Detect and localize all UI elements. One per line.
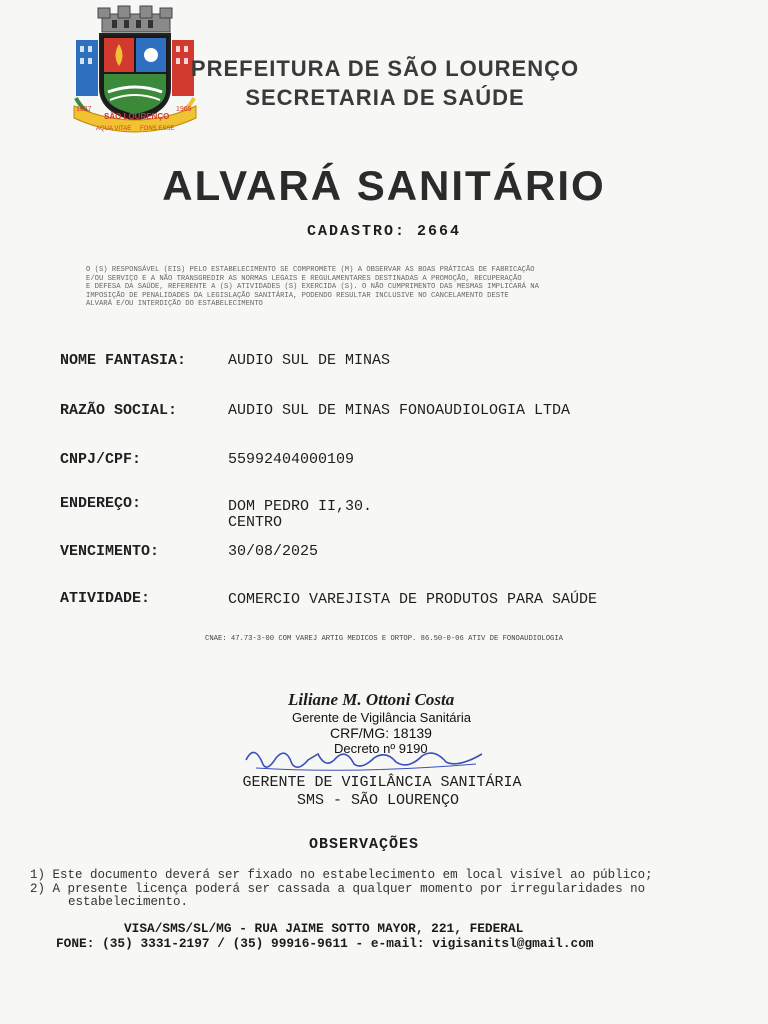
endereco-value-line1: DOM PEDRO II,30.: [228, 498, 373, 515]
footer-address: VISA/SMS/SL/MG - RUA JAIME SOTTO MAYOR, 221, FEDERAL: [124, 921, 524, 936]
header-prefeitura: PREFEITURA DE SÃO LOURENÇO: [190, 56, 580, 81]
observacoes-title: OBSERVAÇÕES: [308, 836, 420, 853]
stamp-name: Liliane M. Ottoni Costa: [288, 690, 455, 709]
disclaimer-text: O (S) RESPONSÁVEL (EIS) PELO ESTABELECIMENTO SE COMPROMETE (M) A OBSERVAR AS BOAS PRÁTICAS DE FABRICAÇÃO E/OU SERVIÇO E A NÃO TRANSGREDIR AS NORMAS LEGAIS E REGULAMENTARES DESTINADAS A PROMOÇÃO, RECUPERAÇÃO E DEFESA DA SAÚDE, REFERENTE A (S) ATIVIDADES (S) EXERCIDA (S). O NÃO CUMPRIMENTO DAS MESMAS IMPLICARÁ NA IMPOSIÇÃO DE PENALIDADES DA LEGISLAÇÃO SANITÁRIA, PODENDO RESULTAR INCLUSIVE NO CANCELAMENTO DESTE ALVARÁ E/OU INTERDIÇÃO DO ESTABELECIMENTO: [86, 266, 539, 309]
crest-year-right: 1969: [176, 106, 192, 113]
stamp-decreto: Decreto nº 9190: [334, 741, 428, 756]
nome-fantasia-label: NOME FANTASIA:: [60, 352, 187, 369]
header-secretaria: SECRETARIA DE SAÚDE: [245, 85, 525, 110]
observacao-item-2-cont: estabelecimento.: [68, 895, 189, 909]
crest-motto-left: AQUA VITAE: [96, 126, 132, 132]
sms-location: SMS - SÃO LOURENÇO: [296, 792, 460, 809]
gerente-title: GERENTE DE VIGILÂNCIA SANITÁRIA: [242, 774, 522, 791]
observacao-item-2: 2) A presente licença poderá ser cassada a qualquer momento por irregularidades no: [30, 882, 646, 896]
endereco-value-line2: CENTRO: [228, 514, 283, 531]
observacao-item-1: 1) Este documento deverá ser fixado no estabelecimento em local visível ao público;: [30, 868, 653, 882]
stamp-role: Gerente de Vigilância Sanitária: [292, 710, 471, 725]
page-title: ALVARÁ SANITÁRIO: [162, 162, 606, 209]
vencimento-label: VENCIMENTO:: [60, 543, 160, 560]
vencimento-value: 30/08/2025: [228, 543, 319, 560]
endereco-label: ENDEREÇO:: [60, 495, 142, 512]
razao-social-label: RAZÃO SOCIAL:: [60, 402, 178, 419]
footer-contact: FONE: (35) 3331-2197 / (35) 99916-9611 - e-mail: vigisanitsl@gmail.com: [56, 936, 594, 951]
razao-social-value: AUDIO SUL DE MINAS FONOAUDIOLOGIA LTDA: [228, 402, 571, 419]
crest-year-left: 1927: [76, 106, 92, 113]
cnpj-value: 55992404000109: [228, 451, 355, 468]
crest-ribbon-text: SÃO LOURENÇO: [104, 112, 170, 121]
atividade-label: ATIVIDADE:: [60, 590, 151, 607]
cadastro-number: CADASTRO: 2664: [306, 223, 462, 240]
nome-fantasia-value: AUDIO SUL DE MINAS: [228, 352, 391, 369]
atividade-value: COMERCIO VAREJISTA DE PRODUTOS PARA SAÚDE: [228, 591, 598, 608]
cnpj-label: CNPJ/CPF:: [60, 451, 142, 468]
cnae-line: CNAE: 47.73-3-00 COM VAREJ ARTIG MEDICOS E ORTOP. 86.50-0-06 ATIV DE FONOAUDIOLOGIA: [205, 635, 563, 643]
stamp-crf: CRF/MG: 18139: [330, 725, 432, 741]
crest-motto-right: FONS ESSE: [140, 126, 175, 132]
